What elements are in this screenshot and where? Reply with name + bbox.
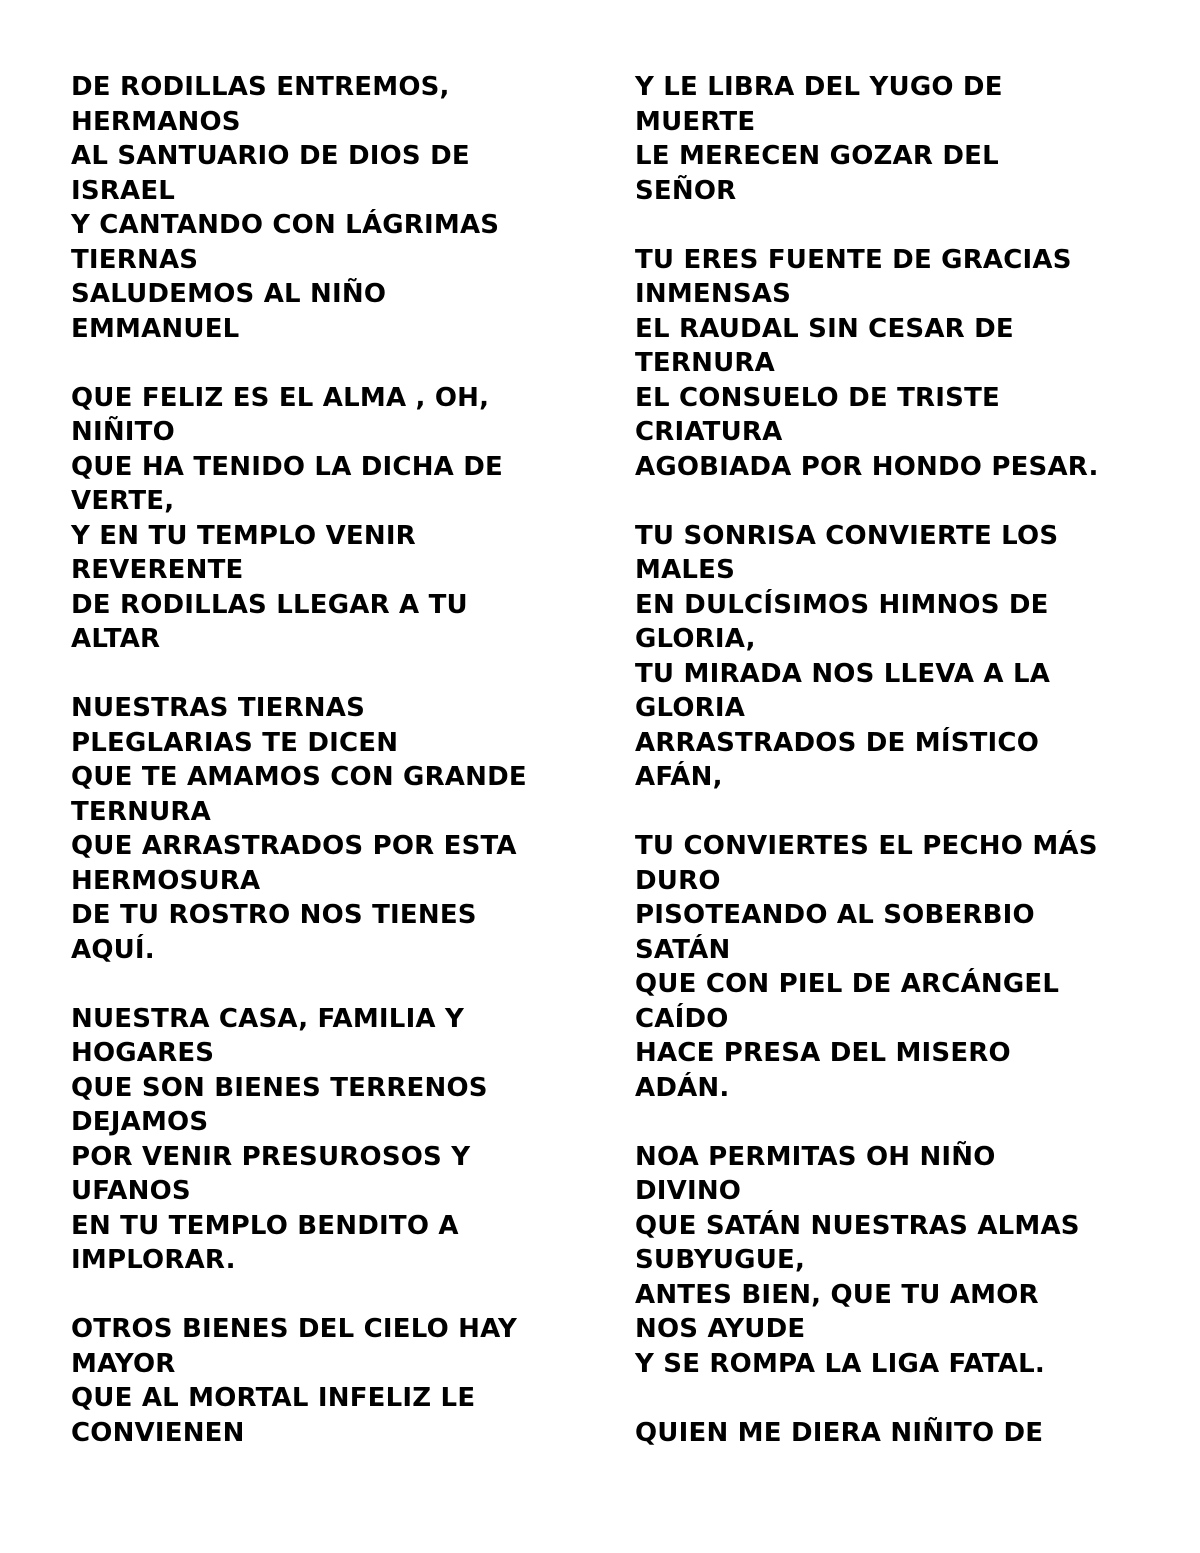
- text-line: AQUÍ.: [71, 934, 155, 965]
- right-text-column: [635, 70, 1175, 1450]
- text-line: QUIEN ME DIERA NIÑITO DE: [635, 1417, 1044, 1448]
- text-line: HOGARES: [71, 1038, 215, 1068]
- text-line: NIÑITO: [71, 417, 175, 447]
- text-line: DE TU ROSTRO NOS TIENES: [71, 900, 477, 930]
- text-line: TERNURA: [635, 348, 775, 378]
- text-line: NOA PERMITAS OH NIÑO: [635, 1141, 996, 1172]
- text-line: POR VENIR PRESUROSOS Y: [71, 1141, 471, 1172]
- text-line: CRIATURA: [635, 417, 783, 447]
- text-line: GLORIA,: [635, 624, 756, 654]
- text-line: MAYOR: [71, 1348, 176, 1379]
- text-line: ISRAEL: [71, 175, 176, 206]
- text-line: TIERNAS: [71, 244, 199, 275]
- text-line: Y LE LIBRA DEL YUGO DE: [635, 72, 1003, 102]
- text-line: TU MIRADA NOS LLEVA A LA: [635, 658, 1051, 689]
- stanza-break: [71, 1278, 591, 1313]
- text-line: QUE FELIZ ES EL ALMA , OH,: [71, 382, 490, 413]
- text-line: VERTE,: [71, 486, 175, 516]
- text-line: TU ERES FUENTE DE GRACIAS: [635, 244, 1072, 275]
- text-line: QUE ARRASTRADOS POR ESTA: [71, 831, 517, 861]
- text-line: DURO: [635, 865, 721, 896]
- text-line: QUE AL MORTAL INFELIZ LE: [71, 1383, 476, 1413]
- text-line: HERMOSURA: [71, 865, 261, 896]
- text-line: DE RODILLAS ENTREMOS,: [71, 72, 450, 102]
- text-line: EN TU TEMPLO BENDITO A: [71, 1210, 459, 1241]
- text-line: Y CANTANDO CON LÁGRIMAS: [71, 210, 500, 240]
- text-line: QUE CON PIEL DE ARCÁNGEL: [635, 969, 1060, 999]
- text-line: REVERENTE: [71, 555, 244, 585]
- text-line: HACE PRESA DEL MISERO: [635, 1038, 1011, 1068]
- left-text-column: [71, 70, 591, 1450]
- text-line: MALES: [635, 555, 736, 585]
- text-line: DE RODILLAS LLEGAR A TU: [71, 589, 468, 620]
- text-line: AGOBIADA POR HONDO PESAR.: [635, 451, 1099, 482]
- text-line: NUESTRA CASA, FAMILIA Y: [71, 1003, 465, 1034]
- text-line: EMMANUEL: [71, 313, 240, 344]
- text-line: PISOTEANDO AL SOBERBIO: [635, 900, 1035, 930]
- text-line: SATÁN: [635, 934, 731, 965]
- text-line: Y EN TU TEMPLO VENIR: [71, 520, 416, 551]
- text-line: QUE TE AMAMOS CON GRANDE: [71, 762, 527, 792]
- text-line: AL SANTUARIO DE DIOS DE: [71, 141, 470, 171]
- text-line: TU SONRISA CONVIERTE LOS: [635, 520, 1059, 551]
- text-line: CAÍDO: [635, 1003, 729, 1034]
- stanza-break: [635, 208, 1175, 243]
- stanza-break: [635, 795, 1175, 830]
- stanza-break: [71, 657, 591, 692]
- text-line: ADÁN.: [635, 1072, 730, 1103]
- text-line: PLEGLARIAS TE DICEN: [71, 727, 399, 758]
- text-line: EL CONSUELO DE TRISTE: [635, 382, 1000, 413]
- text-line: UFANOS: [71, 1176, 191, 1206]
- text-line: TU CONVIERTES EL PECHO MÁS: [635, 831, 1098, 861]
- text-line: TERNURA: [71, 796, 211, 827]
- stanza-break: [635, 1105, 1175, 1140]
- text-line: AFÁN,: [635, 762, 723, 792]
- text-line: EN DULCÍSIMOS HIMNOS DE: [635, 589, 1049, 620]
- text-line: QUE SATÁN NUESTRAS ALMAS: [635, 1210, 1080, 1241]
- text-line: OTROS BIENES DEL CIELO HAY: [71, 1314, 517, 1344]
- text-line: GLORIA: [635, 693, 746, 723]
- text-line: ALTAR: [71, 624, 161, 654]
- text-line: ANTES BIEN, QUE TU AMOR: [635, 1279, 1039, 1310]
- text-line: Y SE ROMPA LA LIGA FATAL.: [635, 1348, 1045, 1379]
- text-line: QUE HA TENIDO LA DICHA DE: [71, 451, 503, 482]
- text-line: LE MERECEN GOZAR DEL: [635, 141, 999, 171]
- text-line: SEÑOR: [635, 175, 737, 206]
- text-line: QUE SON BIENES TERRENOS: [71, 1072, 488, 1103]
- stanza-break: [635, 1381, 1175, 1416]
- text-line: IMPLORAR.: [71, 1245, 236, 1275]
- text-line: EL RAUDAL SIN CESAR DE: [635, 313, 1014, 344]
- text-line: HERMANOS: [71, 106, 241, 137]
- stanza-break: [71, 346, 591, 381]
- text-line: NUESTRAS TIERNAS: [71, 693, 366, 723]
- text-line: CONVIENEN: [71, 1417, 245, 1448]
- text-line: SALUDEMOS AL NIÑO: [71, 279, 387, 309]
- text-line: ARRASTRADOS DE MÍSTICO: [635, 727, 1040, 758]
- text-line: DIVINO: [635, 1176, 742, 1206]
- text-line: DEJAMOS: [71, 1107, 209, 1137]
- text-line: MUERTE: [635, 106, 756, 137]
- text-line: NOS AYUDE: [635, 1314, 806, 1344]
- stanza-break: [71, 967, 591, 1002]
- stanza-break: [635, 484, 1175, 519]
- text-line: INMENSAS: [635, 279, 792, 309]
- text-line: SUBYUGUE,: [635, 1245, 806, 1275]
